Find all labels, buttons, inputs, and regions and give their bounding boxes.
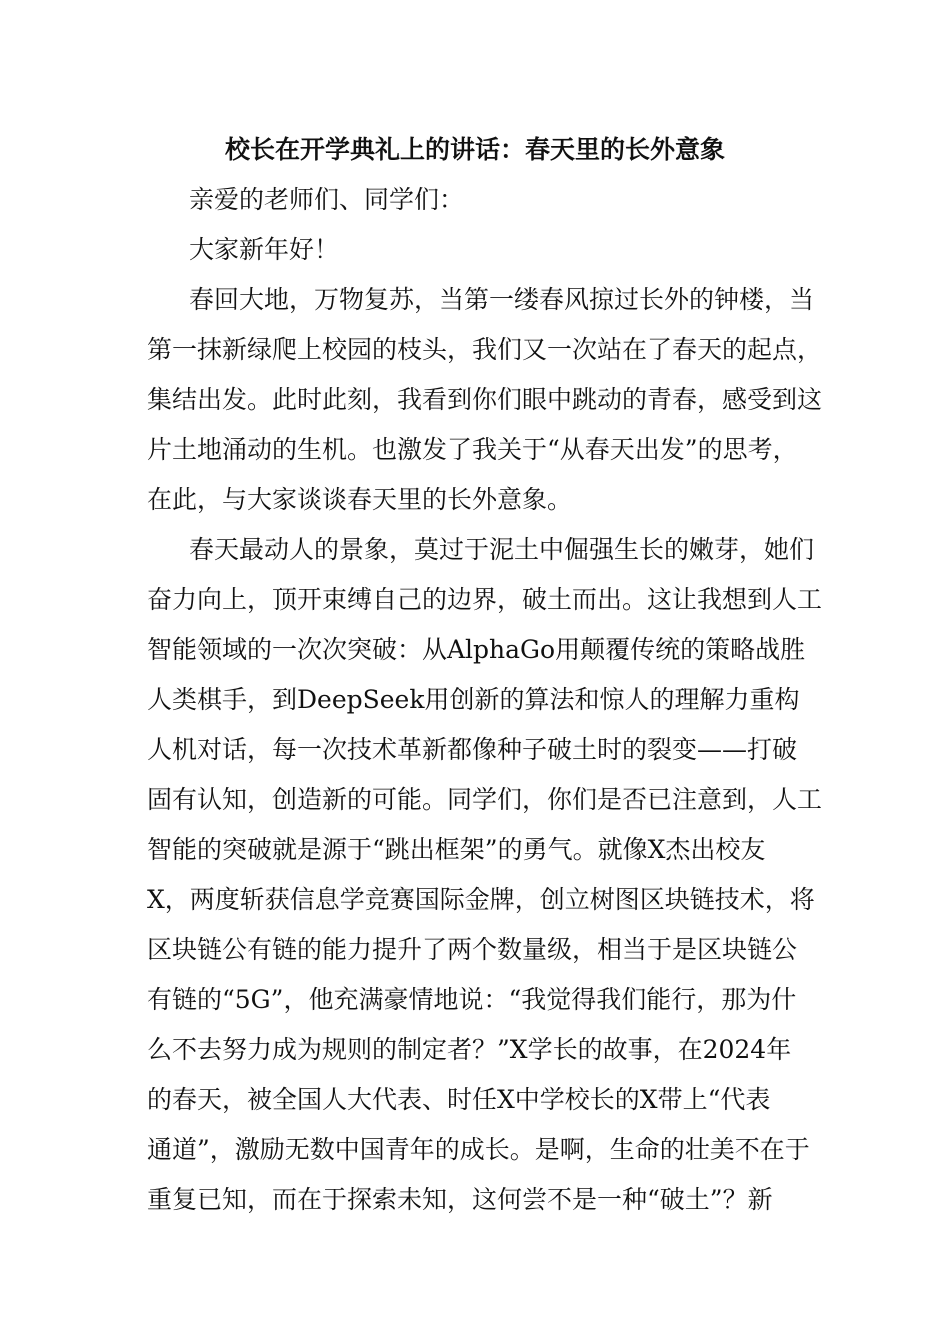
paragraph-1-line-5: 在此，与大家谈谈春天里的长外意象。 [147,485,573,514]
paragraph-2-line-5: 人机对话，每一次技术革新都像种子破土时的裂变——打破 [147,735,798,764]
paragraph-2-line-8: X，两度斩获信息学竞赛国际金牌，创立树图区块链技术，将 [147,885,815,914]
paragraph-1-line-2: 第一抹新绿爬上校园的枝头，我们又一次站在了春天的起点， [147,335,823,364]
paragraph-2-line-11: 么不去努力成为规则的制定者？”X学长的故事，在2024年 [147,1035,792,1064]
paragraph-2-line-6: 固有认知，创造新的可能。同学们，你们是否已注意到，人工 [147,785,823,814]
paragraph-2-line-10: 有链的“5G”，他充满豪情地说：“我觉得我们能行，那为什 [147,985,797,1014]
paragraph-2-line-14: 重复已知，而在于探索未知，这何尝不是一种“破土”？新 [147,1185,773,1214]
paragraph-2-line-4: 人类棋手，到DeepSeek用创新的算法和惊人的理解力重构 [147,685,800,714]
paragraph-2-line-3: 智能领域的一次次突破：从AlphaGo用颠覆传统的策略战胜 [147,635,806,664]
paragraph-2-line-13: 通道”，激励无数中国青年的成长。是啊，生命的壮美不在于 [147,1135,810,1164]
document-title: 校长在开学典礼上的讲话：春天里的长外意象 [224,135,725,164]
paragraph-2-line-9: 区块链公有链的能力提升了两个数量级，相当于是区块链公 [147,935,798,964]
paragraph-1-line-1: 春回大地，万物复苏，当第一缕春风掠过长外的钟楼，当 [189,285,815,314]
greeting-line: 大家新年好！ [189,235,340,264]
paragraph-1-line-3: 集结出发。此时此刻，我看到你们眼中跳动的青春，感受到这 [147,385,823,414]
salutation-line: 亲爱的老师们、同学们： [189,185,465,214]
paragraph-2-line-7: 智能的突破就是源于“跳出框架”的勇气。就像X杰出校友 [147,835,766,864]
paragraph-2-line-1: 春天最动人的景象，莫过于泥土中倔强生长的嫩芽，她们 [189,535,815,564]
paragraph-1-line-4: 片土地涌动的生机。也激发了我关于“从春天出发”的思考， [147,435,798,464]
paragraph-2-line-2: 奋力向上，顶开束缚自己的边界，破土而出。这让我想到人工 [147,585,823,614]
paragraph-2-line-12: 的春天，被全国人大代表、时任X中学校长的X带上“代表 [147,1085,771,1114]
